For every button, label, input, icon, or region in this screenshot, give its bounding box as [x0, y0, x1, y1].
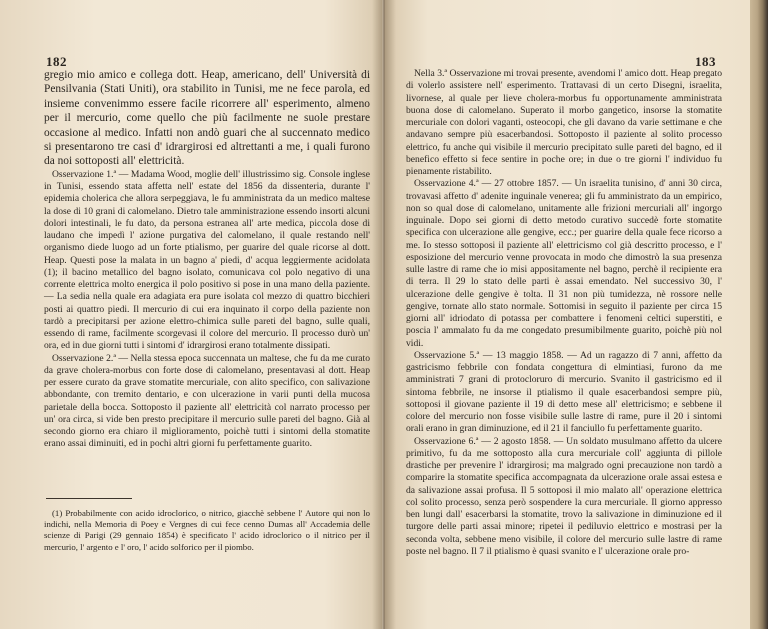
left-paragraph-observation-1: Osservazione 1.ª — Madama Wood, moglie dell' illustrissimo sig. Console inglese in Tunisi, essendo stata affetta nell' estate del 1856 da dissenteria, durante l' epidemia cholerica che allora serpeggiava, le fu amministrata da un medico maltese la dose di 10 grani di calomelano. Dietro tale amministrazione essendo insorti alcuni dolori intestinali, le fu dato, da persona estranea all' arte medica, piccola dose di laudano che impedì l' azione purgativa del calomelano, il quale restando nell' organismo diede luogo ad un forte ptialismo, per guarire del quale ricorse al dott. Heap. Questi pose la malata in un bagno a' piedi, d' acqua leggiermente acidolata (1); il bacino metallico del bagno isolato, comunicava col polo negativo di una corrente elettrica molto energica il polo positivo si pose in una mano della paziente. — La sedia nella quale era adagiata era pure isolata col mezzo di quattro bicchieri posti ai quattro piedi. Il mercurio di cui era inquinato il corpo della paziente non tardò a precipitarsi per azione elettro-chimica sulle pareti del bagno, sulle quali, essendo di rame, facilmente scorgevasi il colore del mercurio. Il processo durò un' ora, ed in due giorni tutti i sintomi d' idrargirosi erano totalmente dissipati.	[44, 168, 370, 352]
book-gutter	[372, 0, 396, 629]
page-edge	[750, 0, 768, 629]
right-paragraph-observation-6: Osservazione 6.ª — 2 agosto 1858. — Un soldato musulmano affetto da ulcere primitivo, fu da me sottoposto alla cura mercuriale coll' aggiunta di pillole drastiche per prevenire l' idrargirosi; ma malgrado ogni precauzione non tardò a comparire la stomatite specifica accompagnata da ulcerazione orale assai estesa e da salivazione assai profusa. Il 5 sottoposi il mio malato all' operazione elettrica col solito processo, senza però sospendere la cura mercuriale. Il giorno appresso ben lungi dall' esacerbarsi la stomatite, trovo la salivazione in diminuzione ed il turgore delle parti assai minore; ripetei il pediluvio elettrico e mostrasi per la seconda volta, sebbene meno visibile, il colore del mercurio sulle lastre di rame poste nel bagno. Il 7 il ptialismo è quasi svanito e l' ulcerazione orale pro-	[406, 435, 722, 557]
right-paragraph-observation-5: Osservazione 5.ª — 13 maggio 1858. — Ad un ragazzo di 7 anni, affetto da gastricismo febbrile con fondata congettura di elmintiasi, furono da me amministrati 7 grani di protocloruro di mercurio. Svanito il gastricismo ed il sintoma febbrile, ne insorse il ptialismo il quale esacerbandosi sempre più, sottoposi il giovane paziente il 19 di detto mese all' elettricismo; e sebbene il colore del mercurio non fosse visibile sulle lastre di rame, pure il 20 i sintomi orali erano in gran diminuzione, ed il 21 il fanciullo fu perfettamente guarito.	[406, 349, 722, 435]
right-paragraph-observation-4: Osservazione 4.ª — 27 ottobre 1857. — Un israelita tunisino, d' anni 30 circa, trovavasi affetto d' adenite inguinale venerea; gli fu amministrato da un empirico, non so qual dose di calomelano, unitamente alle frizioni mercuriali all' ingorgo inguinale. Dopo sei giorni di detto metodo curativo succedè forte stomatite specifica con ulcerazione alle gengive, ecc.; per guarire della quale fece ricorso a me. Io stesso sottoposi il paziente all' elettricismo col già descritto processo, e l' esposizione del mercurio venne provocata in modo che dimostrò la sua presenza sulle lastre di rame che io misi appositamente nel bagno, perchè il recipiente era di terra. Il 29 lo stato delle parti è assai emendato. Nel successivo 30, l' ulcerazione delle gengive è tolta. Il 31 non più tumidezza, nè rossore nelle gengive, tornate allo stato normale. Sottomisi in seguito il paziente per circa 15 giorni all' idriodato di potassa per combattere i fenomeni celtici superstiti, e poscia l' ammalato fu da me congedato presumibilmente guarito, poichè più nol vidi.	[406, 178, 722, 349]
left-paragraph-observation-2: Osservazione 2.ª — Nella stessa epoca succennata un maltese, che fu da me curato da grave cholera-morbus con forte dose di calomelano, presentavasi al dott. Heap per essere curato da grave stomatite mercuriale, con alito specifico, con salivazione abbondante, con tremito dentario, e con ulcerazione in varii punti della mucosa parietale della bocca. Sottoposto il paziente all' elettricità col narrato processo per un' ora circa, si vide ben presto precipitare il mercurio sulle pareti del bagno. Già al secondo giorno era chiaro il miglioramento, poichè tutti i sintomi della stomatite erano assai diminuiti, ed in pochi altri giorni fu perfettamente guarito.	[44, 352, 370, 450]
right-page-number: 183	[695, 54, 716, 69]
left-page-number: 182	[46, 54, 67, 69]
footnote-text: (1) Probabilmente con acido idroclorico, o nitrico, giacchè sebbene l' Autore qui non lo indichi, nella Memoria di Poey e Vergnes di cui fece cenno Dumas all' Accademia delle scienze di Parigi (29 gennaio 1854) è specificato l' acido idroclorico o il nitrico per il mercurio, l' argento e l' oro, l' acido solforico per il piombo.	[44, 508, 370, 552]
right-page-body	[406, 68, 722, 558]
left-page	[0, 0, 382, 629]
right-page	[384, 0, 750, 629]
left-paragraph-1: gregio mio amico e collega dott. Heap, americano, dell' Università di Pensilvania (Stati Uniti), ora stabilito in Tunisi, me ne fece parola, ed insieme convenimmo essere facile ricorrere all' esperimento, almeno per il mercurio, come quello che più facilmente ne suole prestare occasione al medico. Infatti non andò guari che al succennato medico si presentarono tre casi d' idrargirosi ed altrettanti a me, i quali furono da noi sottoposti all' elettricità.	[44, 69, 370, 168]
left-page-body	[44, 68, 370, 451]
footnote	[44, 508, 370, 553]
footnote-rule	[46, 498, 132, 499]
right-paragraph-observation-3: Nella 3.ª Osservazione mi trovai presente, avendomi l' amico dott. Heap pregato di volerlo assistere nell' esperimento. Trattavasi di un certo Disegni, israelita, livornese, al quale per lieve cholera-morbus fu opportunamente amministrata buona dose di calomelano. Superato il morbo gangetico, insorse la stomatite mercuriale con dolori vaganti, osteocopi, che gli davano da varie settimane e che andavano sempre più esacerbandosi. Sottoposto il paziente al solito processo elettrico, fu anche qui visibile il mercurio precipitato sulle pareti del bagno, ed il benefico effetto si fece sentire in poche ore; in due o tre giorni l' individuo fu pienamente ristabilito.	[406, 68, 722, 177]
